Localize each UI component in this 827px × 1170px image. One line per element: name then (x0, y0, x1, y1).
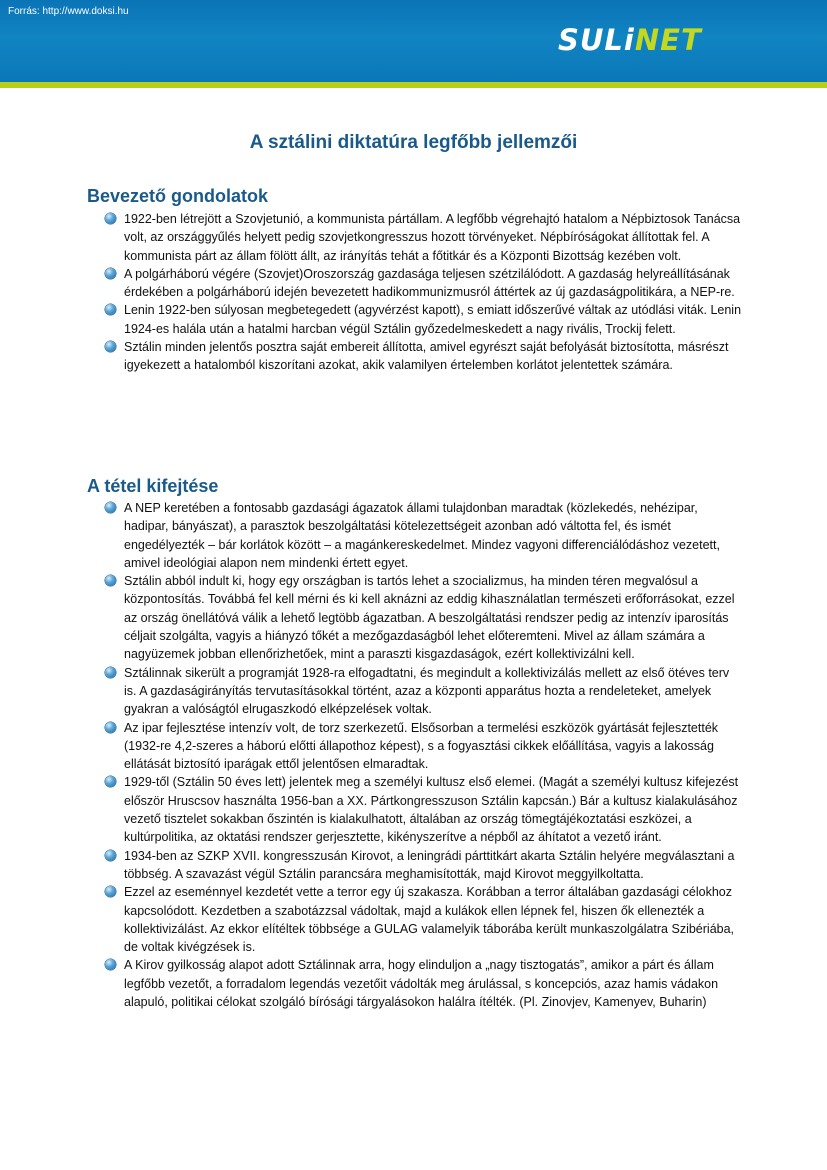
bullet-icon (105, 341, 116, 352)
bullet-icon (105, 850, 116, 861)
list-item: 1929-től (Sztálin 50 éves lett) jelentek meg a személyi kultusz első elemei. (Magát a személyi kultusz kifejezést először Hruscsov használta 1956-ban a XX. Pártkongresszuson Sztálin kapcsán.) Bár a kultusz kialakulásához vezető tisztelet sokakban őszintén is kialakulhatott, általában az ország tömegtájékoztatási eszközei, a kultúrpolitika, az oktatási rendszer gerjesztette, kikényszerítve a népből az áhítatot a vezető iránt. (124, 773, 744, 846)
header-accent-stripe (0, 82, 827, 88)
bullet-icon (105, 886, 116, 897)
list-item: A NEP keretében a fontosabb gazdasági ágazatok állami tulajdonban maradtak (közlekedés, nehézipar, hadipar, bányászat), a parasztok beszolgáltatási kötelezettségeit azonban adó váltotta fel, és ismét engedélyezték – bár korlátok között – a magánkereskedelmet. Mindez vagyoni differenciálódáshoz vezetett, amivel ideológiai alapon nem mindenki értett egyet. (124, 499, 744, 572)
bullet-icon (105, 959, 116, 970)
list-item: A polgárháború végére (Szovjet)Oroszország gazdasága teljesen szétzilálódott. A gazdaság helyreállításának érdekében a polgárháború idején bevezetett hadikommunizmusról áttértek az új gazdaságpolitikára, a NEP-re. (124, 265, 744, 302)
list-item: 1934-ben az SZKP XVII. kongresszusán Kirovot, a leningrádi párttitkárt akarta Sztálin helyére megválasztani a többség. A szavazást végül Sztálin parancsára meghamisították, majd Kirovot meggyilkoltatta. (124, 847, 744, 884)
list-item: Lenin 1922-ben súlyosan megbetegedett (agyvérzést kapott), s emiatt időszerűvé váltak az utódlási viták. Lenin 1924-es halála után a hatalmi harcban végül Sztálin győzedelmeskedett a nagy rivális, Trockij felett. (124, 301, 744, 338)
logo-text-part1: SULi (558, 23, 635, 57)
list-item: A Kirov gyilkosság alapot adott Sztálinnak arra, hogy elinduljon a „nagy tisztogatás”, amikor a párt és állam legfőbb vezetőt, a forradalom legendás vezetőit vádolták meg árulással, s koncepciós, azaz hamis vádakon alapuló, politikai célokat szolgáló bírósági tárgyalásokon halálra ítélték. (Pl. Zinovjev, Kamenyev, Buharin) (124, 956, 744, 1011)
bullet-icon (105, 213, 116, 224)
list-item: Az ipar fejlesztése intenzív volt, de torz szerkezetű. Elsősorban a termelési eszközök gyártását fejlesztették (1932-re 4,2-szeres a háború előtti állapothoz képest), s a fogyasztási cikkek előállítása, vagyis a lakosság ellátását biztosító iparágak ettől jelentősen elmaradtak. (124, 719, 744, 774)
section-heading-intro: Bevezető gondolatok (87, 186, 269, 206)
bullet-list-main (124, 499, 744, 1011)
section-heading-main: A tétel kifejtése (87, 476, 219, 496)
source-note: Forrás: http://www.doksi.hu (8, 6, 129, 17)
list-item: 1922-ben létrejött a Szovjetunió, a kommunista pártállam. A legfőbb végrehajtó hatalom a Népbiztosok Tanácsa volt, az országgyűlés helyett pedig szovjetkongresszus hozott törvényeket. Népbíróságokat állítottak fel. A kommunista párt az állam fölött állt, az irányítás tehát a főtitkár és a Központi Bizottság kezében volt. (124, 210, 744, 265)
bullet-list-intro (124, 210, 744, 375)
bullet-icon (105, 667, 116, 678)
list-item: Sztálinnak sikerült a programját 1928-ra elfogadtatni, és megindult a kollektivizálás mellett az első ötéves terv is. A gazdaságirányítás tervutasításokkal történt, azaz a központi apparátus hozta a rendeleteket, amelyek gyakran a valóságtól elrugaszkodó elképzelések voltak. (124, 664, 744, 719)
bullet-icon (105, 575, 116, 586)
document-title: A sztálini diktatúra legfőbb jellemzői (249, 132, 578, 153)
bullet-icon (105, 268, 116, 279)
list-item: Sztálin minden jelentős posztra saját embereit állította, amivel egyrészt saját befolyását biztosította, másrészt igyekezett a hatalomból kiszorítani azokat, akik valamilyen értelemben korlátot jelentettek számára. (124, 338, 744, 375)
bullet-icon (105, 304, 116, 315)
bullet-icon (105, 502, 116, 513)
list-item: Ezzel az eseménnyel kezdetét vette a terror egy új szakasza. Korábban a terror általában gazdasági célokhoz kapcsolódott. Kezdetben a szabotázzsal vádoltak, majd a kulákok ellen lépnek fel, hiszen ők ellenezték a kollektivizálást. Az ekkor elítéltek többsége a GULAG valamelyik táborába került munkaszolgálatra Szibériába, de voltak kivégzések is. (124, 883, 744, 956)
page-header (0, 0, 827, 82)
list-item: Sztálin abból indult ki, hogy egy országban is tartós lehet a szocializmus, ha minden téren megvalósul a központosítás. Továbbá fel kell mérni és ki kell aknázni az eddig kihasználatlan természeti erőforrásokat, ezzel az ország önellátóvá válik a lehető legtöbb ágazatban. A beszolgáltatási rendszer pedig az intenzív iparosítás céljait szolgálta, vagyis a hiányzó tőkét a mezőgazdaságból lehet előteremteni. Mivel az állam számára a nagyüzemek jobban ellenőrizhetőek, mint a paraszti kisgazdaságok, ezért kollektivizálni kell. (124, 572, 744, 663)
bullet-icon (105, 722, 116, 733)
bullet-icon (105, 776, 116, 787)
sulinet-logo (558, 22, 702, 58)
logo-text-part2: NET (634, 23, 702, 57)
